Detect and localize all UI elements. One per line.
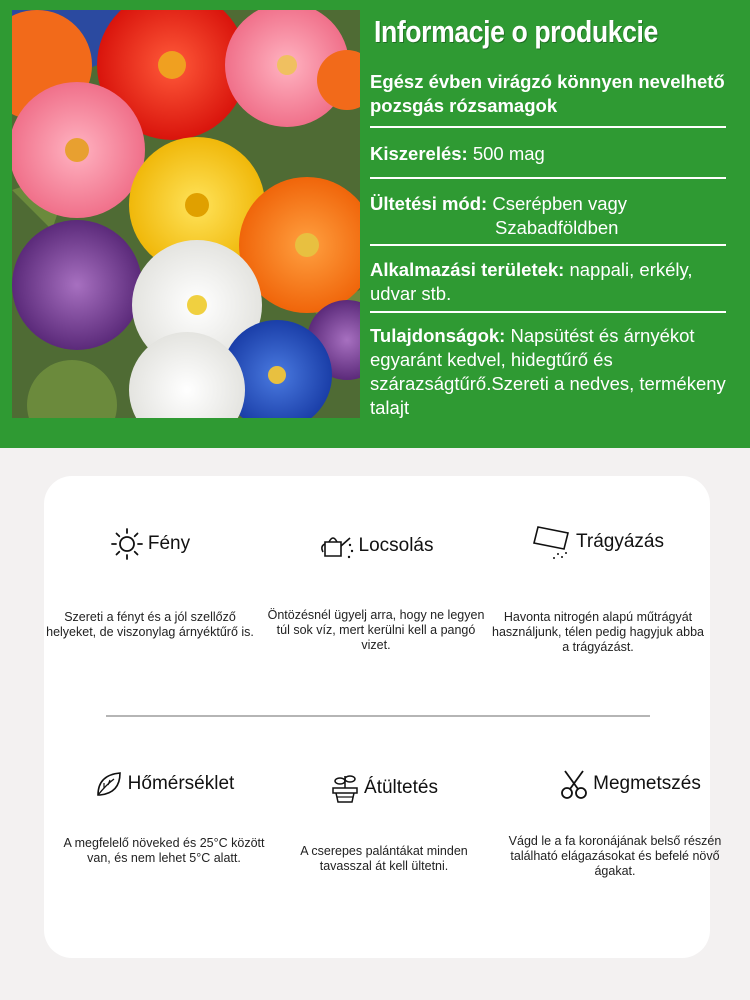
potted-plant-icon	[330, 772, 360, 804]
flower-bouquet-image	[12, 10, 360, 418]
care-desc-pruning: Vágd le a fa koronájának belső részén található elágazásokat és befelé növő ágakat.	[508, 834, 722, 878]
usage-row	[370, 258, 726, 306]
care-desc-watering: Öntözésnél ügyelj arra, hogy ne legyen túl sok víz, mert kerülni kell a pangó vizet.	[267, 608, 485, 652]
info-separator	[370, 126, 726, 128]
care-label-watering: Locsolás	[358, 535, 434, 556]
info-separator	[370, 244, 726, 246]
product-info-banner	[0, 0, 750, 448]
planting-value-line2: Szabadföldben	[495, 217, 619, 238]
watering-can-icon	[319, 528, 355, 564]
care-item-watering	[266, 528, 486, 652]
fertilizer-icon	[532, 523, 572, 561]
packaging-label: Kiszerelés:	[370, 143, 468, 164]
packaging-row	[370, 142, 726, 166]
care-label-fertilizing: Trágyázás	[576, 531, 664, 552]
care-label-light: Fény	[147, 533, 191, 554]
care-label-repotting: Átültetés	[364, 777, 438, 798]
care-item-light	[40, 526, 260, 639]
info-separator	[370, 311, 726, 313]
care-desc-fertilizing: Havonta nitrogén alapú műtrágyát használjunk, télen pedig hagyjuk abba a trágyázást.	[492, 610, 704, 654]
info-title: Informacje o produkcie	[374, 14, 658, 49]
properties-row	[370, 324, 726, 420]
planting-value-line1: Cserépben vagy	[492, 193, 628, 214]
properties-value: Napsütést és árnyékot egyaránt kedvel, hidegtűrő és szárazságtűrő.Szereti a nedves, termékeny talajt	[370, 325, 726, 418]
product-headline: Egész évben virágzó könnyen nevelhető pozsgás rózsamagok	[370, 71, 725, 116]
care-item-pruning	[508, 766, 740, 878]
packaging-value: 500 mag	[472, 143, 545, 164]
care-desc-repotting: A cserepes palántákat minden tavasszal át kell ültetni.	[300, 844, 468, 873]
sun-icon	[110, 527, 144, 561]
properties-label: Tulajdonságok:	[370, 325, 506, 346]
scissors-icon	[559, 768, 589, 800]
care-item-fertilizing	[488, 524, 708, 654]
section-divider	[106, 715, 650, 717]
care-item-temperature	[54, 766, 274, 865]
usage-label: Alkalmazási területek:	[370, 259, 565, 280]
care-desc-light: Szereti a fényt és a jól szellőző helyeket, de viszonylag árnyéktűrő is.	[46, 610, 254, 639]
info-separator	[370, 177, 726, 179]
usage-value: nappali, erkély, udvar stb.	[370, 259, 693, 304]
care-desc-temperature: A megfelelő növeked és 25°C között van, és nem lehet 5°C alatt.	[63, 836, 265, 865]
care-item-repotting	[274, 770, 494, 873]
product-photo	[12, 10, 360, 418]
planting-label: Ültetési mód:	[370, 193, 488, 214]
care-label-pruning: Megmetszés	[593, 773, 701, 794]
care-label-temperature: Hőmérséklet	[127, 773, 235, 794]
planting-row	[370, 192, 726, 240]
leaf-icon	[94, 769, 124, 799]
